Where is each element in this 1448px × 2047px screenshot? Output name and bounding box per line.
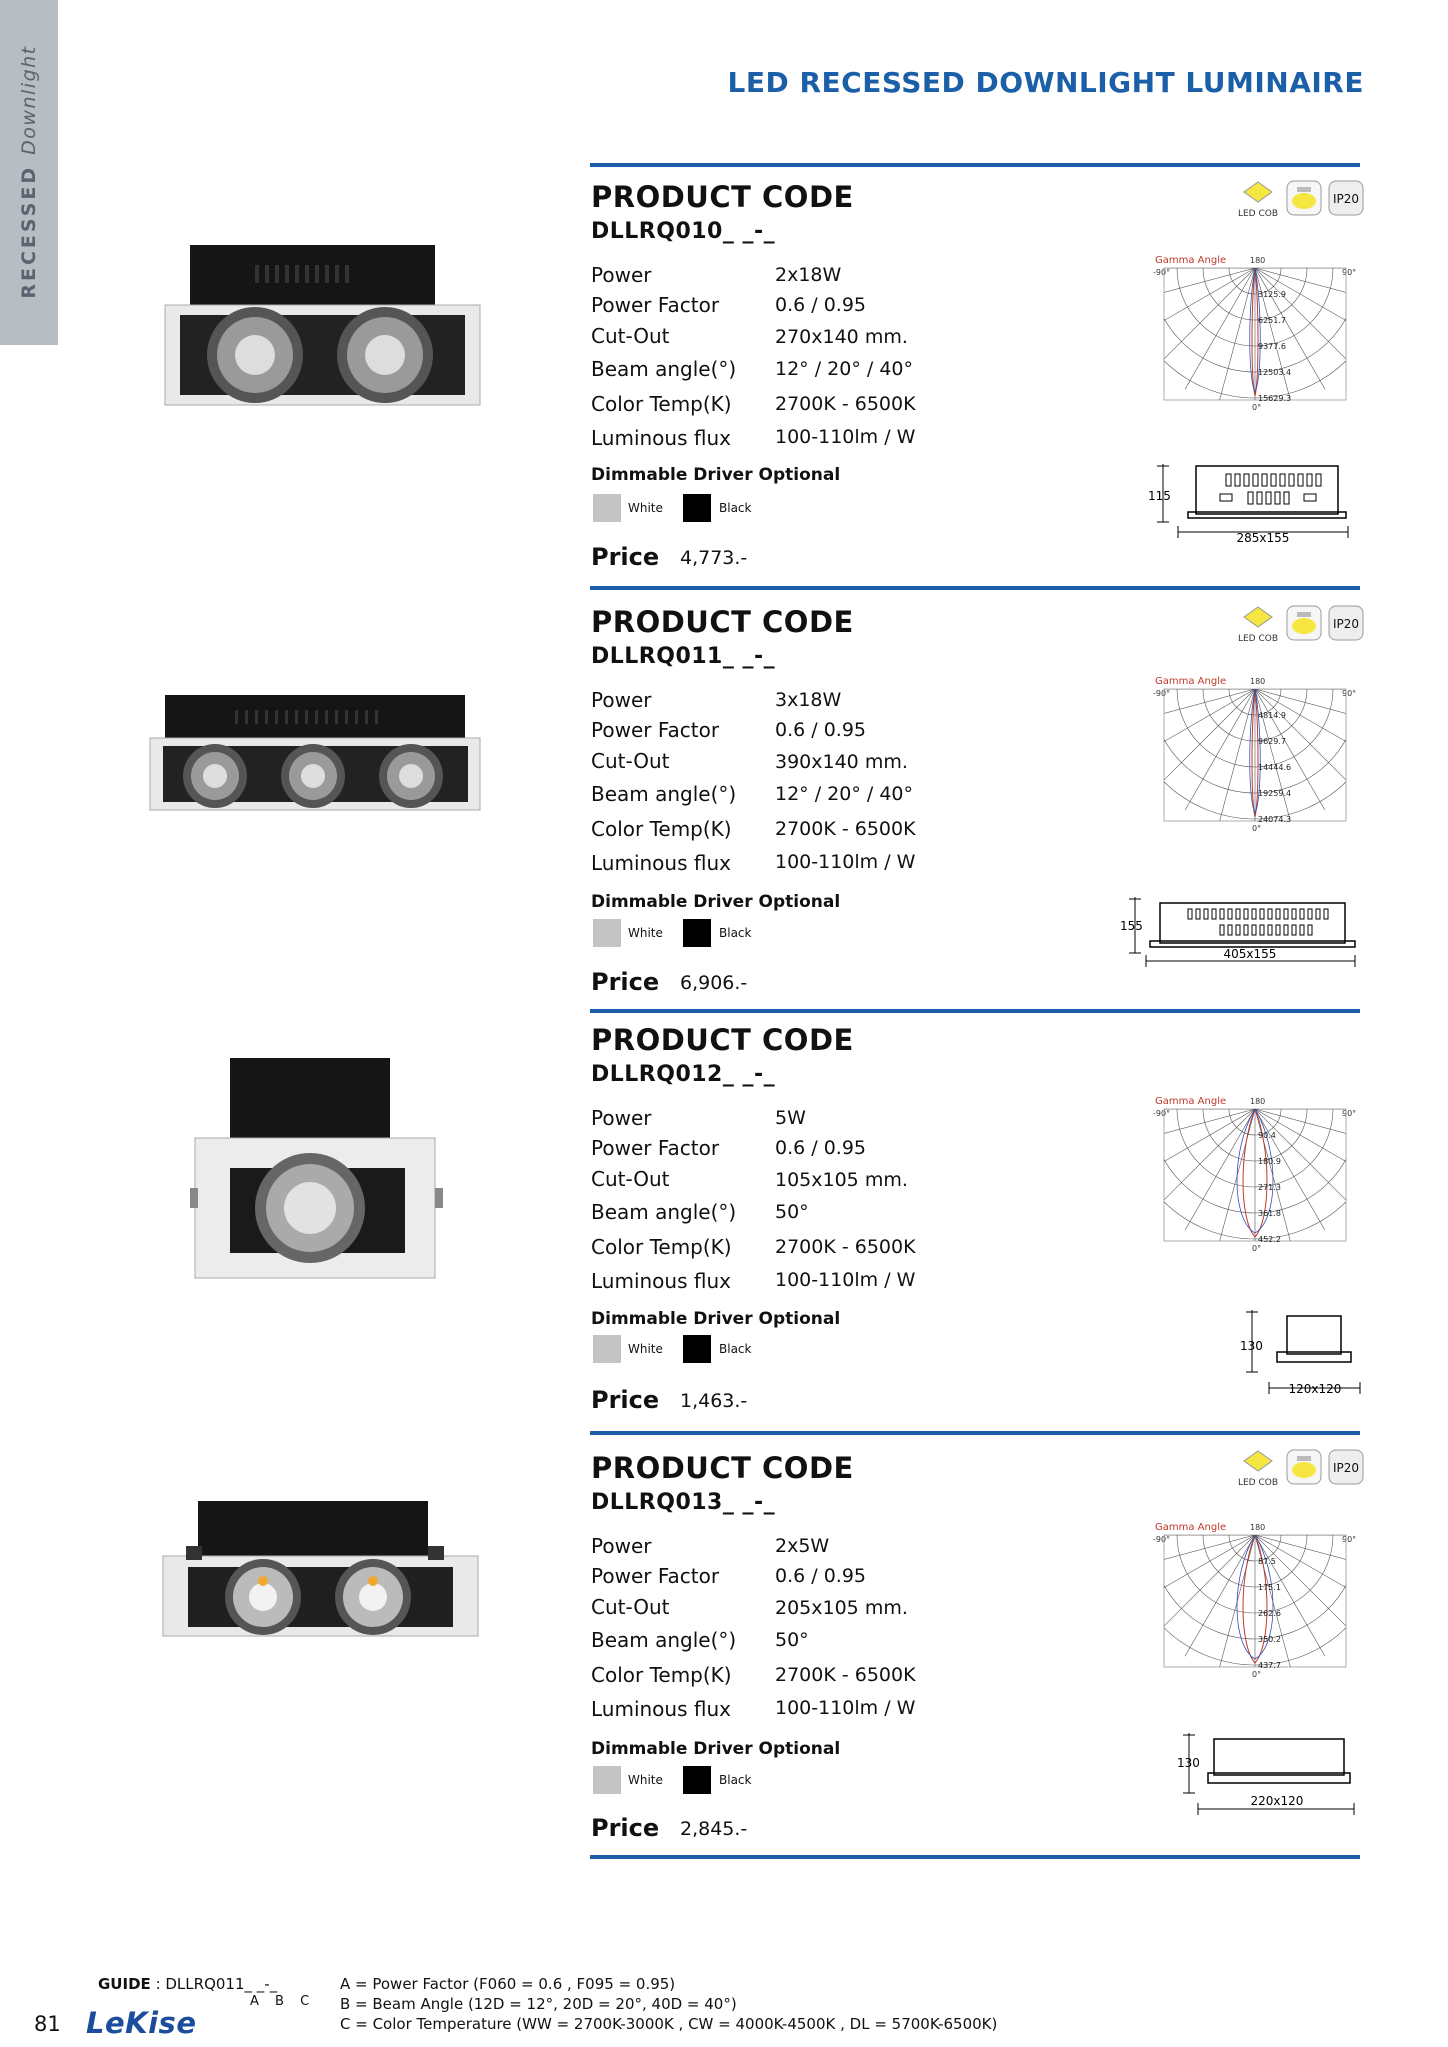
vent-slot xyxy=(1292,925,1296,935)
spec-label-power: Power xyxy=(591,688,652,712)
swatch-black xyxy=(683,1335,711,1363)
vent-slot xyxy=(1284,909,1288,919)
vent-slot xyxy=(1244,925,1248,935)
spec-label-cutout: Cut-Out xyxy=(591,1595,670,1619)
spec-value-power: 3x18W xyxy=(775,689,842,711)
led-cob-label: LED COB xyxy=(1238,1478,1278,1488)
guide-code: : DLLRQ011_ _-_ xyxy=(155,1975,278,1993)
vent-slot xyxy=(1204,909,1208,919)
vent-slot xyxy=(1260,925,1264,935)
swatch-black-label: Black xyxy=(719,501,752,515)
spec-label-power-factor: Power Factor xyxy=(591,293,720,317)
spec-label-power-factor: Power Factor xyxy=(591,1136,720,1160)
side-tab-subcategory: Downlight xyxy=(18,45,40,155)
vent-slot xyxy=(1244,909,1248,919)
polar-value-label: 271.3 xyxy=(1258,1183,1281,1192)
guide-line xyxy=(98,1975,277,1993)
dimension-size: 405x155 xyxy=(1223,947,1277,961)
dimension-drawing xyxy=(1120,895,1365,975)
vent-slot xyxy=(1324,909,1328,919)
price-value: 1,463.- xyxy=(680,1390,748,1412)
price-label: Price xyxy=(591,968,660,996)
bulb-icon xyxy=(1286,605,1322,641)
polar-value-label: 437.7 xyxy=(1258,1661,1281,1670)
angle-0-label: 0° xyxy=(1252,824,1262,833)
vent-slot xyxy=(1260,925,1264,935)
dimmable-note: Dimmable Driver Optional xyxy=(591,892,841,912)
dimension-height: 115 xyxy=(1148,489,1171,503)
vent-slot xyxy=(1260,909,1264,919)
polar-radial xyxy=(1156,268,1255,367)
ip20-badge xyxy=(1328,605,1364,641)
spec-label-cutout: Cut-Out xyxy=(591,324,670,348)
spec-value-flux: 100-110lm / W xyxy=(775,426,916,448)
vent-slot xyxy=(1252,925,1256,935)
polar-value-label: 24074.3 xyxy=(1258,815,1292,824)
spec-label-flux: Luminous flux xyxy=(591,1269,731,1293)
spec-label-power-factor: Power Factor xyxy=(591,1564,720,1588)
price-label: Price xyxy=(591,543,660,571)
page-number: 81 xyxy=(34,2012,61,2036)
angle-0-label: 0° xyxy=(1252,403,1262,412)
swatch-black-label: Black xyxy=(719,1773,752,1787)
vent-slot xyxy=(1236,909,1240,919)
product-code: DLLRQ012_ _-_ xyxy=(591,1062,776,1087)
angle-90-label: 90° xyxy=(1342,1109,1357,1118)
swatch-black xyxy=(683,1766,711,1794)
polar-radial xyxy=(1185,689,1255,810)
polar-value-label: 15629.3 xyxy=(1258,394,1292,403)
spec-value-power-factor: 0.6 / 0.95 xyxy=(775,294,867,316)
vent-slot xyxy=(1316,909,1320,919)
vent-slot xyxy=(1220,925,1224,935)
swatch-white xyxy=(593,1335,621,1363)
polar-diagram xyxy=(1150,254,1360,414)
ip20-label: IP20 xyxy=(1332,1461,1360,1475)
dimension-size: 220x120 xyxy=(1250,1794,1304,1808)
section-rule xyxy=(590,1431,1360,1435)
vent-slot xyxy=(1236,925,1240,935)
vent-slot xyxy=(1292,909,1296,919)
led-cob-icon xyxy=(1238,1447,1278,1489)
dimension-size: 120x120 xyxy=(1288,1382,1342,1396)
led-cob-icon xyxy=(1238,603,1278,645)
angle-90-label: 90° xyxy=(1342,268,1357,277)
spec-value-cutout: 390x140 mm. xyxy=(775,751,908,773)
swatch-white-label: White xyxy=(628,1342,663,1356)
spec-value-color-temp: 2700K - 6500K xyxy=(775,393,916,415)
gamma-angle-label: Gamma Angle xyxy=(1155,255,1227,266)
spec-label-beam: Beam angle(°) xyxy=(591,1200,737,1224)
polar-value-label: 262.6 xyxy=(1258,1609,1281,1618)
spec-label-cutout: Cut-Out xyxy=(591,1167,670,1191)
vent-slot xyxy=(1188,909,1192,919)
vent-slot xyxy=(1284,925,1288,935)
dimension-height: 155 xyxy=(1120,919,1143,933)
guide-b: B = Beam Angle (12D = 12°, 20D = 20°, 40D = 40°) xyxy=(340,1995,737,2013)
angle-neg90-label: -90° xyxy=(1153,1535,1171,1544)
polar-value-label: 14444.6 xyxy=(1258,763,1292,772)
spec-label-color-temp: Color Temp(K) xyxy=(591,1235,732,1259)
brand-logo: LeKise xyxy=(86,2006,197,2040)
polar-radial xyxy=(1156,1535,1255,1634)
price-value: 6,906.- xyxy=(680,972,748,994)
product-code-label: PRODUCT CODE xyxy=(591,605,854,639)
swatch-black-label: Black xyxy=(719,1342,752,1356)
spec-label-power-factor: Power Factor xyxy=(591,718,720,742)
spec-label-color-temp: Color Temp(K) xyxy=(591,817,732,841)
angle-90-label: 90° xyxy=(1342,1535,1357,1544)
dimension-height: 130 xyxy=(1177,1756,1200,1770)
product-code: DLLRQ011_ _-_ xyxy=(591,644,776,669)
led-cob-icon xyxy=(1238,178,1278,220)
spec-label-beam: Beam angle(°) xyxy=(591,357,737,381)
vent-slot xyxy=(1308,909,1312,919)
dimmable-note: Dimmable Driver Optional xyxy=(591,1309,841,1329)
polar-radial xyxy=(1185,1109,1255,1230)
dimension-drawing xyxy=(1172,1731,1364,1821)
swatch-black xyxy=(683,919,711,947)
swatch-white-label: White xyxy=(628,501,663,515)
ip20-badge xyxy=(1328,180,1364,216)
side-tab-text xyxy=(18,45,40,298)
dimmable-note: Dimmable Driver Optional xyxy=(591,465,841,485)
spec-label-color-temp: Color Temp(K) xyxy=(591,1663,732,1687)
led-cob-label: LED COB xyxy=(1238,209,1278,219)
guide-a: A = Power Factor (F060 = 0.6 , F095 = 0.95) xyxy=(340,1975,676,1993)
angle-180-label: 180 xyxy=(1250,1523,1266,1532)
angle-neg90-label: -90° xyxy=(1153,689,1171,698)
vent-slot xyxy=(1300,925,1304,935)
polar-value-label: 3125.9 xyxy=(1258,290,1286,299)
polar-value-label: 350.2 xyxy=(1258,1635,1281,1644)
spec-label-power: Power xyxy=(591,1106,652,1130)
vent-slot xyxy=(1228,925,1232,935)
spec-value-flux: 100-110lm / W xyxy=(775,1697,916,1719)
dimmable-note: Dimmable Driver Optional xyxy=(591,1739,841,1759)
spec-value-color-temp: 2700K - 6500K xyxy=(775,1236,916,1258)
angle-0-label: 0° xyxy=(1252,1244,1262,1253)
polar-diagram xyxy=(1150,1095,1360,1255)
angle-neg90-label: -90° xyxy=(1153,1109,1171,1118)
price-value: 4,773.- xyxy=(680,547,748,569)
angle-180-label: 180 xyxy=(1250,1097,1266,1106)
spec-label-beam: Beam angle(°) xyxy=(591,782,737,806)
vent-slot xyxy=(1220,925,1224,935)
gamma-angle-label: Gamma Angle xyxy=(1155,1522,1227,1533)
polar-value-label: 90.4 xyxy=(1258,1131,1276,1140)
side-tab-category: RECESSED xyxy=(18,164,40,299)
angle-90-label: 90° xyxy=(1342,689,1357,698)
spec-label-flux: Luminous flux xyxy=(591,426,731,450)
spec-label-power: Power xyxy=(591,1534,652,1558)
spec-label-beam: Beam angle(°) xyxy=(591,1628,737,1652)
swatch-white-label: White xyxy=(628,926,663,940)
spec-value-color-temp: 2700K - 6500K xyxy=(775,1664,916,1686)
spec-value-beam: 50° xyxy=(775,1201,809,1223)
vent-slot xyxy=(1228,925,1232,935)
vent-slot xyxy=(1300,909,1304,919)
polar-diagram xyxy=(1150,675,1360,835)
spec-value-beam: 12° / 20° / 40° xyxy=(775,783,913,805)
angle-180-label: 180 xyxy=(1250,256,1266,265)
dimension-size: 285x155 xyxy=(1236,531,1290,545)
polar-value-label: 12503.4 xyxy=(1258,368,1292,377)
gamma-angle-label: Gamma Angle xyxy=(1155,1096,1227,1107)
dimension-height: 130 xyxy=(1240,1339,1263,1353)
spec-value-beam: 12° / 20° / 40° xyxy=(775,358,913,380)
spec-value-cutout: 205x105 mm. xyxy=(775,1597,908,1619)
spec-value-power: 2x18W xyxy=(775,264,842,286)
vent-slot xyxy=(1268,909,1272,919)
vent-slot xyxy=(1220,909,1224,919)
guide-c: C = Color Temperature (WW = 2700K-3000K , CW = 4000K-4500K , DL = 5700K-6500K) xyxy=(340,2015,998,2033)
polar-value-label: 452.2 xyxy=(1258,1235,1281,1244)
section-rule xyxy=(590,586,1360,590)
polar-radial xyxy=(1185,1535,1255,1656)
dimension-drawing xyxy=(1235,1308,1365,1403)
spec-label-flux: Luminous flux xyxy=(591,851,731,875)
vent-slot xyxy=(1252,925,1256,935)
ip20-badge xyxy=(1328,1449,1364,1485)
polar-radial xyxy=(1156,689,1255,788)
gamma-angle-label: Gamma Angle xyxy=(1155,676,1227,687)
spec-value-power-factor: 0.6 / 0.95 xyxy=(775,1137,867,1159)
vent-slot xyxy=(1252,909,1256,919)
section-rule xyxy=(590,163,1360,167)
price-value: 2,845.- xyxy=(680,1818,748,1840)
vent-slot xyxy=(1236,925,1240,935)
angle-180-label: 180 xyxy=(1250,677,1266,686)
vent-slot xyxy=(1228,909,1232,919)
product-code: DLLRQ013_ _-_ xyxy=(591,1490,776,1515)
product-code-label: PRODUCT CODE xyxy=(591,180,854,214)
polar-value-label: 4814.9 xyxy=(1258,711,1286,720)
vent-slot xyxy=(1244,925,1248,935)
vent-slot xyxy=(1308,925,1312,935)
polar-radial xyxy=(1156,1109,1255,1208)
spec-label-cutout: Cut-Out xyxy=(591,749,670,773)
product-photo-dllrq011 xyxy=(145,690,490,820)
guide-letters: A B C xyxy=(250,1994,316,2009)
spec-value-power-factor: 0.6 / 0.95 xyxy=(775,1565,867,1587)
product-code-label: PRODUCT CODE xyxy=(591,1023,854,1057)
product-code: DLLRQ010_ _-_ xyxy=(591,219,776,244)
side-tab xyxy=(0,0,58,345)
spec-value-flux: 100-110lm / W xyxy=(775,851,916,873)
product-photo-dllrq013 xyxy=(158,1501,483,1651)
led-cob-label: LED COB xyxy=(1238,634,1278,644)
swatch-white-label: White xyxy=(628,1773,663,1787)
ip20-label: IP20 xyxy=(1332,192,1360,206)
polar-value-label: 175.1 xyxy=(1258,1583,1281,1592)
ip20-label: IP20 xyxy=(1332,617,1360,631)
price-label: Price xyxy=(591,1386,660,1414)
price-label: Price xyxy=(591,1814,660,1842)
polar-value-label: 87.5 xyxy=(1258,1557,1276,1566)
spec-label-power: Power xyxy=(591,263,652,287)
polar-value-label: 180.9 xyxy=(1258,1157,1281,1166)
spec-value-cutout: 270x140 mm. xyxy=(775,326,908,348)
polar-value-label: 9629.7 xyxy=(1258,737,1286,746)
angle-0-label: 0° xyxy=(1252,1670,1262,1679)
section-rule xyxy=(590,1009,1360,1013)
polar-value-label: 19259.4 xyxy=(1258,789,1292,798)
spec-value-beam: 50° xyxy=(775,1629,809,1651)
vent-slot xyxy=(1276,925,1280,935)
polar-value-label: 9377.6 xyxy=(1258,342,1286,351)
spec-value-power: 2x5W xyxy=(775,1535,830,1557)
swatch-white xyxy=(593,1766,621,1794)
vent-slot xyxy=(1268,925,1272,935)
angle-neg90-label: -90° xyxy=(1153,268,1171,277)
swatch-black-label: Black xyxy=(719,926,752,940)
product-code-label: PRODUCT CODE xyxy=(591,1451,854,1485)
vent-slot xyxy=(1196,909,1200,919)
vent-slot xyxy=(1276,909,1280,919)
dimension-drawing xyxy=(1148,460,1363,552)
swatch-black xyxy=(683,494,711,522)
swatch-white xyxy=(593,919,621,947)
vent-slot xyxy=(1212,909,1216,919)
spec-value-color-temp: 2700K - 6500K xyxy=(775,818,916,840)
swatch-white xyxy=(593,494,621,522)
bulb-icon xyxy=(1286,1449,1322,1485)
polar-diagram xyxy=(1150,1521,1360,1681)
spec-label-flux: Luminous flux xyxy=(591,1697,731,1721)
bottom-rule xyxy=(590,1855,1360,1859)
polar-value-label: 361.8 xyxy=(1258,1209,1281,1218)
polar-value-label: 6251.7 xyxy=(1258,316,1286,325)
polar-radial xyxy=(1185,268,1255,389)
spec-value-power-factor: 0.6 / 0.95 xyxy=(775,719,867,741)
bulb-icon xyxy=(1286,180,1322,216)
page-title: LED RECESSED DOWNLIGHT LUMINAIRE xyxy=(727,66,1364,99)
spec-label-color-temp: Color Temp(K) xyxy=(591,392,732,416)
spec-value-cutout: 105x105 mm. xyxy=(775,1169,908,1191)
spec-value-flux: 100-110lm / W xyxy=(775,1269,916,1291)
product-photo-dllrq012 xyxy=(190,1058,445,1298)
spec-value-power: 5W xyxy=(775,1107,806,1129)
product-photo-dllrq010 xyxy=(160,240,490,420)
guide-label: GUIDE xyxy=(98,1975,151,1993)
